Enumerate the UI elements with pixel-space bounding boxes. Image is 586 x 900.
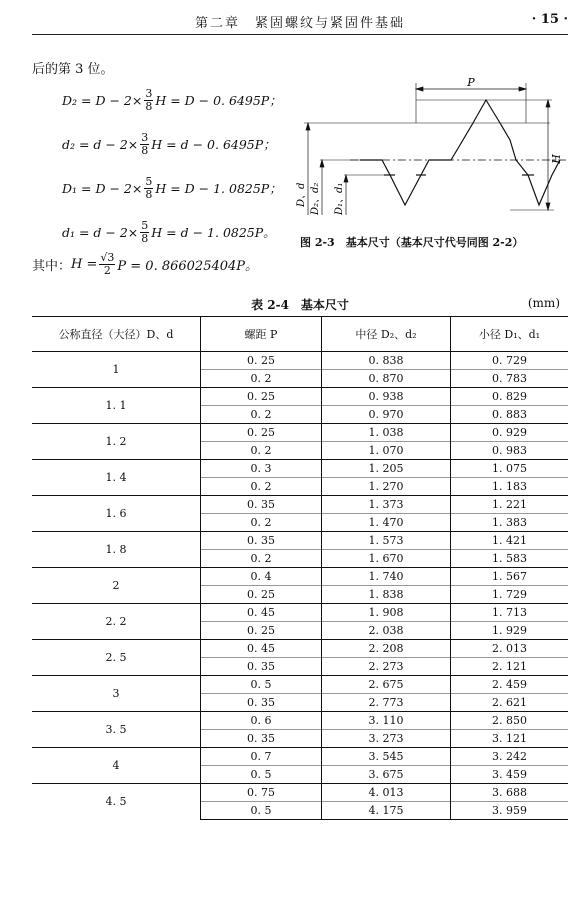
cell-nominal-diameter: 2. 2: [32, 604, 201, 640]
cell-pitch-diameter: 2. 208: [322, 640, 451, 658]
table-row: [32, 496, 568, 514]
cell-minor-diameter: 0. 983: [451, 442, 569, 460]
label-H: H: [550, 154, 563, 164]
cell-pitch: 0. 35: [201, 694, 322, 712]
cell-minor-diameter: 1. 713: [451, 604, 569, 622]
thread-profile-figure: [290, 75, 570, 255]
cell-minor-diameter: 2. 459: [451, 676, 569, 694]
cell-minor-diameter: 0. 783: [451, 370, 569, 388]
cell-pitch-diameter: 3. 273: [322, 730, 451, 748]
fraction: [140, 132, 149, 157]
cell-nominal-diameter: 1: [32, 352, 201, 388]
cell-minor-diameter: 0. 929: [451, 424, 569, 442]
chapter-title: 第二章 紧固螺纹与紧固件基础: [194, 16, 405, 31]
cell-nominal-diameter: 1. 2: [32, 424, 201, 460]
cell-minor-diameter: 3. 121: [451, 730, 569, 748]
fraction: [144, 88, 153, 113]
cell-pitch: 0. 5: [201, 766, 322, 784]
cell-nominal-diameter: 1. 4: [32, 460, 201, 496]
table-row: [32, 460, 568, 478]
formula-lhs: d₁ = d − 2×: [62, 224, 139, 240]
basic-dimensions-table: [32, 316, 568, 820]
cell-pitch: 0. 6: [201, 712, 322, 730]
formula-rhs: H = d − 1. 0825P。: [151, 225, 276, 240]
cell-pitch-diameter: 1. 205: [322, 460, 451, 478]
header-pitch: 螺距 P: [201, 317, 322, 352]
cell-minor-diameter: 1. 075: [451, 460, 569, 478]
fraction-den: 8: [145, 99, 153, 113]
cell-minor-diameter: 0. 729: [451, 352, 569, 370]
formula-d1: [62, 210, 282, 254]
cell-pitch: 0. 25: [201, 622, 322, 640]
cell-pitch-diameter: 1. 470: [322, 514, 451, 532]
cell-pitch: 0. 25: [201, 424, 322, 442]
table-row: [32, 532, 568, 550]
fraction-den: 8: [141, 231, 149, 245]
cell-minor-diameter: 1. 929: [451, 622, 569, 640]
cell-pitch-diameter: 0. 938: [322, 388, 451, 406]
table-row: [32, 388, 568, 406]
thread-profile: [360, 100, 560, 205]
formula-block: [62, 78, 282, 254]
cell-pitch-diameter: 0. 838: [322, 352, 451, 370]
table-header-row: [32, 317, 568, 352]
label-D2d2: D₂、d₂: [310, 182, 321, 215]
formula-lhs: D₁ = D − 2×: [62, 180, 143, 196]
cell-minor-diameter: 0. 829: [451, 388, 569, 406]
cell-nominal-diameter: 4: [32, 748, 201, 784]
cell-pitch: 0. 35: [201, 658, 322, 676]
table-title: 表 2-4 基本尺寸: [251, 298, 349, 312]
cell-nominal-diameter: 2: [32, 568, 201, 604]
cell-pitch: 0. 45: [201, 640, 322, 658]
page-header: [32, 8, 568, 35]
formula-rhs: H = d − 0. 6495P；: [151, 137, 276, 152]
cell-nominal-diameter: 1. 1: [32, 388, 201, 424]
cell-pitch-diameter: 1. 908: [322, 604, 451, 622]
cell-pitch-diameter: 1. 270: [322, 478, 451, 496]
cell-minor-diameter: 1. 583: [451, 550, 569, 568]
cell-nominal-diameter: 1. 8: [32, 532, 201, 568]
label-Dd: D、d: [296, 182, 307, 207]
fraction-den: 8: [145, 187, 153, 201]
cell-pitch: 0. 2: [201, 478, 322, 496]
fraction: [140, 220, 149, 245]
formula-d2: [62, 122, 282, 166]
cell-pitch: 0. 45: [201, 604, 322, 622]
cell-pitch-diameter: 1. 038: [322, 424, 451, 442]
formula-rhs: H = D − 0. 6495P；: [155, 93, 282, 108]
cell-pitch: 0. 2: [201, 550, 322, 568]
cell-pitch: 0. 3: [201, 460, 322, 478]
formula-lhs: d₂ = d − 2×: [62, 136, 139, 152]
where-lhs: H =: [71, 257, 98, 272]
fraction-num: √3: [100, 251, 115, 264]
table-row: [32, 748, 568, 766]
cell-pitch: 0. 35: [201, 730, 322, 748]
cell-pitch-diameter: 2. 038: [322, 622, 451, 640]
table-row: [32, 712, 568, 730]
cell-pitch-diameter: 2. 273: [322, 658, 451, 676]
cell-pitch-diameter: 0. 970: [322, 406, 451, 424]
cell-pitch: 0. 7: [201, 748, 322, 766]
cell-pitch-diameter: 3. 110: [322, 712, 451, 730]
cell-minor-diameter: 1. 729: [451, 586, 569, 604]
cell-pitch-diameter: 1. 573: [322, 532, 451, 550]
cell-minor-diameter: 2. 013: [451, 640, 569, 658]
where-formula: [32, 252, 258, 277]
cell-minor-diameter: 1. 383: [451, 514, 569, 532]
cell-pitch: 0. 25: [201, 388, 322, 406]
fraction-num: 5: [141, 218, 149, 232]
cell-nominal-diameter: 3. 5: [32, 712, 201, 748]
page-number: · 15 ·: [531, 12, 568, 27]
cell-pitch: 0. 2: [201, 442, 322, 460]
table-row: [32, 424, 568, 442]
formula-lhs: D₂ = D − 2×: [62, 92, 143, 108]
label-P: P: [467, 76, 475, 89]
fraction-num: 3: [145, 86, 153, 100]
label-D1d1: D₁、d₁: [334, 182, 345, 215]
cell-pitch: 0. 2: [201, 406, 322, 424]
header-pitch-diameter: 中径 D₂、d₂: [322, 317, 451, 352]
cell-minor-diameter: 1. 421: [451, 532, 569, 550]
cell-pitch-diameter: 0. 870: [322, 370, 451, 388]
cell-pitch: 0. 25: [201, 586, 322, 604]
cell-pitch-diameter: 2. 773: [322, 694, 451, 712]
cell-minor-diameter: 3. 242: [451, 748, 569, 766]
formula-rhs: H = D − 1. 0825P；: [155, 181, 282, 196]
cell-minor-diameter: 1. 567: [451, 568, 569, 586]
cell-pitch: 0. 4: [201, 568, 322, 586]
cell-pitch: 0. 2: [201, 514, 322, 532]
cell-nominal-diameter: 4. 5: [32, 784, 201, 820]
table-caption: [32, 296, 568, 314]
cell-pitch: 0. 5: [201, 676, 322, 694]
cell-pitch: 0. 5: [201, 802, 322, 820]
cell-pitch: 0. 75: [201, 784, 322, 802]
table-row: [32, 784, 568, 802]
header-nominal-diameter: 公称直径（大径）D、d: [32, 317, 201, 352]
table-unit: (mm): [527, 296, 560, 310]
cell-minor-diameter: 2. 850: [451, 712, 569, 730]
fraction-den: 2: [103, 264, 111, 277]
cell-pitch-diameter: 3. 675: [322, 766, 451, 784]
cell-pitch-diameter: 3. 545: [322, 748, 451, 766]
cell-minor-diameter: 3. 459: [451, 766, 569, 784]
cell-nominal-diameter: 2. 5: [32, 640, 201, 676]
where-prefix: 其中：: [32, 259, 72, 274]
cell-minor-diameter: 3. 688: [451, 784, 569, 802]
table-row: [32, 640, 568, 658]
formula-D1: [62, 166, 282, 210]
cell-pitch: 0. 35: [201, 496, 322, 514]
fraction-den: 8: [141, 143, 149, 157]
cell-pitch: 0. 2: [201, 370, 322, 388]
cell-pitch: 0. 25: [201, 352, 322, 370]
cell-minor-diameter: 1. 221: [451, 496, 569, 514]
cell-pitch-diameter: 1. 838: [322, 586, 451, 604]
cell-minor-diameter: 0. 883: [451, 406, 569, 424]
fraction: [99, 252, 115, 277]
cell-pitch-diameter: 1. 740: [322, 568, 451, 586]
cell-pitch: 0. 35: [201, 532, 322, 550]
cell-pitch-diameter: 1. 070: [322, 442, 451, 460]
cell-pitch-diameter: 1. 670: [322, 550, 451, 568]
table-row: [32, 568, 568, 586]
table-row: [32, 676, 568, 694]
cell-minor-diameter: 2. 121: [451, 658, 569, 676]
cell-pitch-diameter: 4. 175: [322, 802, 451, 820]
cell-pitch-diameter: 4. 013: [322, 784, 451, 802]
figure-caption: 图 2-3 基本尺寸（基本尺寸代号同图 2-2）: [300, 236, 524, 249]
cell-nominal-diameter: 3: [32, 676, 201, 712]
cell-nominal-diameter: 1. 6: [32, 496, 201, 532]
table-row: [32, 352, 568, 370]
where-rhs: P = 0. 866025404P。: [117, 259, 259, 274]
lead-text: 后的第 3 位。: [32, 62, 114, 77]
formula-D2: [62, 78, 282, 122]
fraction-num: 3: [141, 130, 149, 144]
cell-minor-diameter: 1. 183: [451, 478, 569, 496]
table-row: [32, 604, 568, 622]
cell-minor-diameter: 3. 959: [451, 802, 569, 820]
table-body: [32, 352, 568, 820]
header-minor-diameter: 小径 D₁、d₁: [451, 317, 569, 352]
cell-pitch-diameter: 2. 675: [322, 676, 451, 694]
fraction: [144, 176, 153, 201]
fraction-num: 5: [145, 174, 153, 188]
cell-minor-diameter: 2. 621: [451, 694, 569, 712]
cell-pitch-diameter: 1. 373: [322, 496, 451, 514]
